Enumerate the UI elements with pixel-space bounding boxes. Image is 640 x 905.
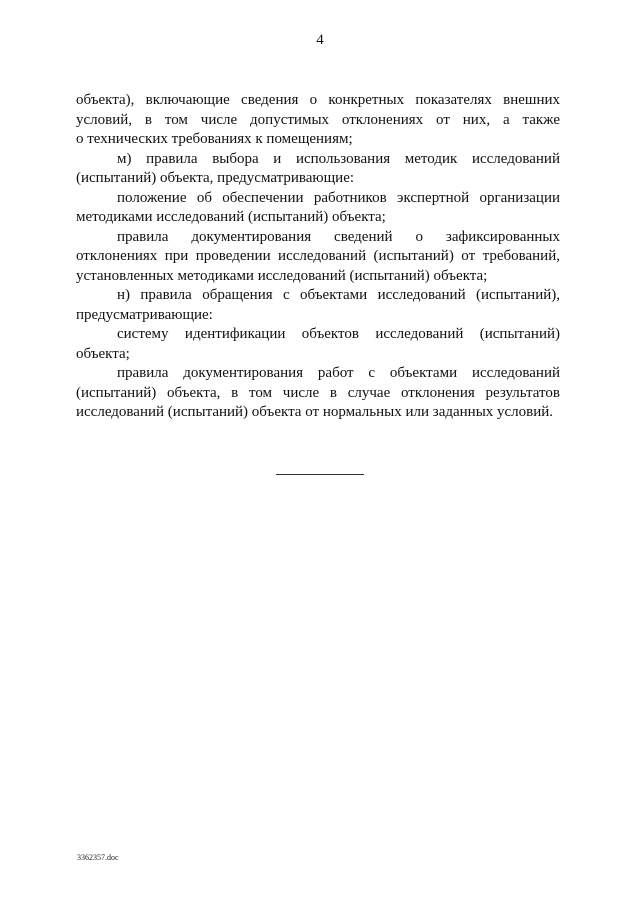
text-line: объекта; bbox=[76, 345, 130, 362]
text-line: условий, в том числе допустимых отклонениях от них, а также bbox=[76, 111, 560, 128]
document-body bbox=[76, 91, 560, 423]
text-line: о технических требованиях к помещениям; bbox=[76, 131, 353, 147]
footer-filename: 3362357.doc bbox=[77, 853, 119, 862]
text-line: положение об обеспечении работников экспертной организации bbox=[117, 189, 560, 206]
text-line: правила документирования работ с объектами исследований bbox=[117, 365, 560, 381]
text-line: правила документирования сведений о зафиксированных bbox=[117, 228, 560, 245]
text-line: (испытаний) объекта, предусматривающие: bbox=[76, 170, 355, 186]
text-line: н) правила обращения с объектами исследований (испытаний), bbox=[117, 287, 560, 303]
text-line: методиками исследований (испытаний) объекта; bbox=[76, 209, 386, 225]
page-number: 4 bbox=[316, 32, 324, 48]
text-line: исследований (испытаний) объекта от нормальных или заданных условий. bbox=[76, 404, 554, 420]
end-divider-line bbox=[276, 474, 364, 475]
text-line: объекта), включающие сведения о конкретных показателях внешних bbox=[76, 92, 560, 108]
text-line: установленных методиками исследований (испытаний) объекта; bbox=[76, 267, 488, 284]
text-line: (испытаний) объекта, в том числе в случае отклонения результатов bbox=[76, 384, 560, 401]
text-line: систему идентификации объектов исследований (испытаний) bbox=[117, 326, 560, 342]
text-line: м) правила выбора и использования методик исследований bbox=[117, 150, 560, 167]
text-line: предусматривающие: bbox=[76, 306, 213, 323]
text-line: отклонениях при проведении исследований (испытаний) от требований, bbox=[76, 248, 560, 264]
